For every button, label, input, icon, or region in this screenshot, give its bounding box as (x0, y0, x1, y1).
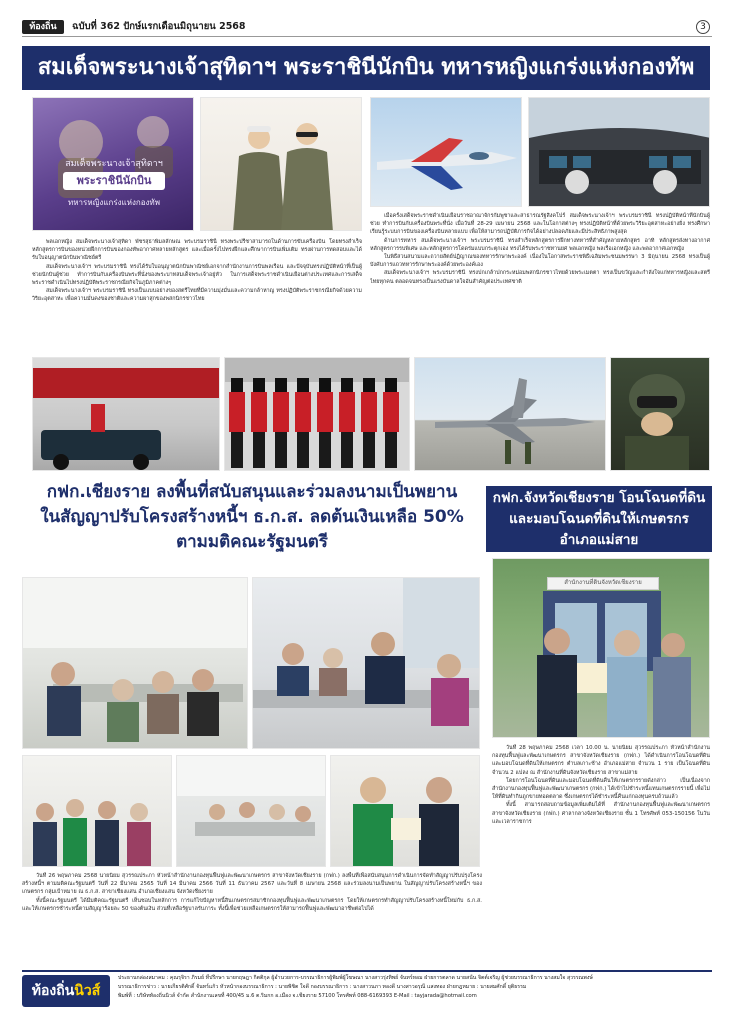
helmet-art (611, 358, 710, 471)
story2-text (22, 872, 482, 964)
poster-title-1: สมเด็จพระนางเจ้าสุทิดาฯ (65, 159, 163, 169)
meeting-2-art (253, 578, 480, 749)
story1-left-text (32, 238, 362, 350)
office-table-art (177, 756, 326, 867)
photo-signing-group (22, 755, 172, 867)
footer-logo (22, 975, 110, 1007)
signing-group-art (23, 756, 172, 867)
footer-logo-sub: นิวส์ (74, 983, 101, 999)
uniform-figures (201, 98, 362, 231)
photo-parade-car (32, 357, 220, 471)
header-divider (22, 36, 712, 37)
poster-title-3: ทหารหญิงแกร่งแห่งกองทัพ (68, 198, 160, 207)
story1-headline: สมเด็จพระนางเจ้าสุทิดาฯ พระราชินีนักบิน ทหารหญิงแกร่งแห่งกองทัพ (22, 46, 710, 90)
photo-pilot-helmet (610, 357, 710, 471)
poster-title-2: พระราชินีนักบิน (63, 172, 165, 190)
story3-p2: โดยการโอนโฉนดที่ดินและมอบโฉนดที่ดินคืนให้เกษตรกรรายดังกล่าว เป็นเนื่องจากสำนักงานกองทุนฟื้นฟูและพัฒนาเกษตรกร (กฟก.) ได้เข้าไปชำระหนี้แทนเกษตรกรรายนี้ เพื่อไม่ให้ที่ดินทำกินถูกขายทอดตลาด ซึ่งเกษตรกรได้ชำระหนี้คืนแก่กองทุนครบถ้วนแล้ว (492, 777, 710, 801)
land-office-sign: สำนักงานที่ดินจังหวัดเชียงราย (547, 577, 659, 590)
parade-car-art (33, 358, 220, 471)
photo-fighter-jet (370, 97, 522, 207)
story3-text (492, 744, 710, 964)
photo-parade-guards (224, 357, 410, 471)
story2-p1: วันที่ 26 พฤษภาคม 2568 นายนิยม สุวรรณประภา หัวหน้าสำนักงานกองทุนฟื้นฟูและพัฒนาเกษตรกร สาขาจังหวัดเชียงราย (กฟก.) ลงพื้นที่เพื่อสนับสนุนการดำเนินการจัดทำสัญญาปรับปรุงโครงสร้างหนี้ฯ ตามมติคณะรัฐมนตรี วันที่ 22 มีนาคม 2565 วันที่ 14 มีนาคม 2566 วันที่ 11 ธันวาคม 2567 และวันที่ 8 เมษายน 2568 และร่วมลงนามเป็นพยาน ในสัญญาปรับโครงสร้างหนี้ฯ ของเกษตรกร กลุ่มเป้าหมาย ณ ธ.ก.ส. สาขาเชียงแสน อำเภอเชียงแสน จังหวัดเชียงราย (22, 873, 482, 896)
cockpit-art (529, 98, 710, 207)
page-number: 3 (696, 20, 710, 34)
story1-left-p1: พลเอกหญิง สมเด็จพระนางเจ้าสุทิดา พัชรสุธาพิมลลักษณ พระบรมราชินี ทรงพระปรีชาสามารถในด้านการขับเครื่องบิน โดยทรงสำเร็จหลักสูตรการบินของหน่วยฝึกการบินของกองทัพอากาศหลายหลักสูตร และเมื่อครั้งไปทรงฝึกและศึกษาการบินเพิ่มเติม ทรงผ่านการทดสอบและได้รับใบอนุญาตนักบินพาณิชย์ตรี (32, 239, 362, 262)
story1-left-p3: สมเด็จพระนางเจ้าฯ พระบรมราชินี ทรงเป็นแบบอย่างของสตรีไทยที่มีความมุ่งมั่นและความกล้าหาญ ทรงปฏิบัติพระราชกรณียกิจด้วยความวิริยะอุตสาหะ เพื่อความมั่นคงของชาติและความผาสุกของพสกนิกรชาวไทย (32, 288, 362, 303)
story1-right-p3: ในพิธีสวนสนามและถวายสัตย์ปฏิญาณของทหารรักษาพระองค์ เนื่องในโอกาสพระราชพิธีเฉลิมพระชนมพรรษา 3 มิถุนายน 2568 ทรงเป็นผู้บังคับการแถวทหารรักษาพระองค์ด้วยพระองค์เอง (370, 254, 710, 269)
photo-land-office (492, 558, 710, 738)
photo-poster (32, 97, 194, 231)
story3-headline-line3: อำเภอแม่สาย (559, 532, 639, 548)
story1-right-p1: เมื่อครั้งเสด็จพระราชดำเนินเยือนราชอาณาจักรกัมพูชาและสาธารณรัฐสิงคโปร์ สมเด็จพระนางเจ้าฯ พระบรมราชินี ทรงปฏิบัติหน้าที่นักบินผู้ช่วย ทำการบินกับเครื่องบินพระที่นั่ง เมื่อวันที่ 28-29 เมษายน 2568 และในโอกาสต่างๆ ทรงปฏิบัติหน้าที่ด้วยพระวิริยะอุตสาหะอย่างยิ่ง ทรงศึกษาเรียนรู้ระบบการบินของเครื่องบินหลายแบบ เพื่อให้สามารถปฏิบัติภารกิจได้อย่างปลอดภัยและมีประสิทธิภาพสูงสุด (370, 213, 710, 236)
story1-left-p2: สมเด็จพระนางเจ้าฯ พระบรมราชินี ทรงได้รับใบอนุญาตนักบินพาณิชย์เอกจากสำนักงานการบินพลเรือน และปัจจุบันทรงปฏิบัติหน้าที่เป็นผู้ช่วยนักบินผู้ช่วย ทำการบินกับเครื่องบินพระที่นั่งของพระบาทสมเด็จพระเจ้าอยู่หัว ในการเสด็จพระราชดำเนินเยือนต่างประเทศและการเสด็จพระราชดำเนินไปทรงปฏิบัติพระราชกรณียกิจในภูมิภาคต่างๆ (32, 263, 362, 287)
photo-meeting-room-1 (22, 577, 248, 749)
story2-p2: ทั้งนี้คณะรัฐมนตรี ได้มีมติคณะรัฐมนตรี เห็นชอบในหลักการ การแก้ไขปัญหาหนี้สินเกษตรกรสมาชิกกองทุนฟื้นฟูและพัฒนาเกษตรกร โดยให้เกษตรกรทำสัญญาปรับโครงสร้างหนี้ใหม่กับ ธ.ก.ส. และให้เกษตรกรชำระหนี้ตามสัญญาร้อยละ 50 ของต้นเงิน ส่วนที่เหลือรัฐบาลรับภาระ ทั้งนี้เพื่อช่วยเหลือเกษตรกรให้สามารถฟื้นฟูและพัฒนาอาชีพต่อไปได้ (22, 897, 482, 912)
meeting-1-art (23, 578, 248, 749)
story2-headline-line2: ในสัญญาปรับโครงสร้างหนี้ฯ ธ.ก.ส. ลดต้นเงินเหลือ 50% (40, 507, 464, 527)
masthead-logo: ท้องถิ่น (22, 20, 64, 34)
story3-p3: ทั้งนี้ สามารถสอบถามข้อมูลเพิ่มเติมได้ที่ สำนักงานกองทุนฟื้นฟูและพัฒนาเกษตรกร สาขาจังหวัดเชียงราย (กฟก.) ศาลากลางจังหวัดเชียงราย ชั้น 1 โทรศัพท์ 053-150156 ในวันและเวลาราชการ (492, 802, 710, 825)
footer-logo-main: ท้องถิ่น (31, 983, 75, 999)
jet-art (371, 98, 522, 207)
photo-office-table (176, 755, 326, 867)
story3-headline-line2: และมอบโฉนดที่ดินให้เกษตรกร (509, 511, 689, 527)
handover-art (331, 756, 480, 867)
photo-f16-ground (414, 357, 606, 471)
photo-cockpit (528, 97, 710, 207)
f16-art (415, 358, 606, 471)
photo-meeting-room-2 (252, 577, 480, 749)
footer-credits (118, 974, 712, 1010)
story2-headline-line1: กฟก.เชียงราย ลงพื้นที่สนับสนุนและร่วมลงนามเป็นพยาน (46, 482, 458, 502)
story1-right-p4: สมเด็จพระนางเจ้าฯ พระบรมราชินี ทรงปกเกล้าปกกระหม่อมพสกนิกรชาวไทยด้วยพระเมตตา ทรงเป็นขวัญและกำลังใจแก่ทหารหญิงและสตรีไทยทุกคน ตลอดจนทรงเป็นแรงบันดาลใจอันสำคัญต่อประเทศชาติ (370, 270, 710, 285)
photo-queen-uniform (200, 97, 362, 231)
story3-headline-line1: กฟก.จังหวัดเชียงราย โอนโฉนดที่ดิน (492, 490, 706, 506)
footer-line3: พิมพ์ที่ : บริษัทท้องถิ่นนิวส์ จำกัด สำนักงานเลขที่ 400/45 ม.6 ต.ริมกก อ.เมือง จ.เชียงราย 57100 โทรศัพท์ 088-6169393 E-Mail : tayjarada@hotmail.com (118, 992, 477, 999)
footer-line1: ประธานกล่องสมาคม : คุณรุจิรา ภิรมย์ ที่ปรึกษา นายกฤษฎา กิตติกุล ผู้อำนวยการ-บรรณาธิการผู้พิมพ์ผู้โฆษณา นางสาวรุ่งทิพย์ จันทร์หอม ฝ่ายการตลาด นายสนั่น จิตต์เจริญ ผู้ช่วยบรรณาธิการ นางสมใจ สุวรรณพงษ์ (118, 975, 593, 981)
story2-headline (22, 480, 482, 574)
footer-line2: บรรณาธิการข่าว : นายเกียรติศักดิ์ จันทร์แก้ว หัวหน้ากองบรรณาธิการ : นายพิชิต ใจดี กองบรรณาธิการ : นางสาวนภา ทองดี นางสาวอรุณี แสงทอง ฝ่ายกฎหมาย : นายสมศักดิ์ ยุติธรรม (118, 983, 527, 990)
story3-p1: วันที่ 28 พฤษภาคม 2568 เวลา 10.00 น. นายนิยม สุวรรณประภา หัวหน้าสำนักงานกองทุนฟื้นฟูและพัฒนาเกษตรกร สาขาจังหวัดเชียงราย (กฟก.) ได้ดำเนินการโอนโฉนดที่ดินและมอบโฉนดที่ดินให้เกษตรกร ตำบลเกาะช้าง อำเภอแม่สาย จำนวน 1 ราย เป็นโฉนดที่ดิน จำนวน 2 แปลง ณ สำนักงานที่ดินจังหวัดเชียงราย สาขาแม่สาย (492, 745, 710, 776)
photo-handover (330, 755, 480, 867)
story3-headline (486, 486, 712, 552)
story1-right-text (370, 212, 710, 350)
story2-headline-line3: ตามมติคณะรัฐมนตรี (176, 532, 328, 552)
parade-guards-art (225, 358, 410, 471)
story1-right-p2: ด้านการทหาร สมเด็จพระนางเจ้าฯ พระบรมราชินี ทรงสำเร็จหลักสูตรการฝึกทางทหารที่สำคัญหลายหลักสูตร อาทิ หลักสูตรส่งทางอากาศ หลักสูตรการรบพิเศษ และหลักสูตรการโดดร่มแบบกระตุกเอง ทรงได้รับพระราชทานยศ พลเอกหญิง พลเรือเอกหญิง และพลอากาศเอกหญิง (370, 237, 710, 252)
issue-line: ฉบับที่ 362 ปักษ์แรกเดือนมิถุนายน 2568 (72, 21, 246, 32)
